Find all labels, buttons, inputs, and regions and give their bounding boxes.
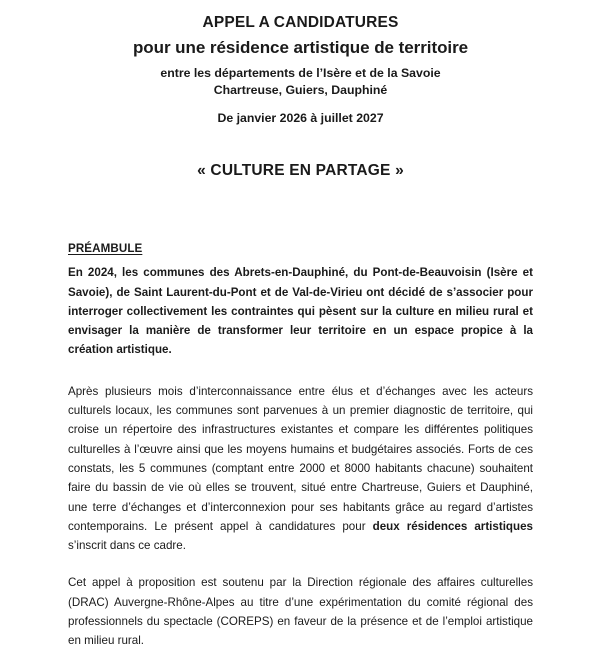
preamble-paragraph-1: En 2024, les communes des Abrets-en-Dauphiné, du Pont-de-Beauvoisin (Isère et Savoie), de Saint Laurent-du-Pont et de Val-de-Virieu ont décidé de s’associer pour interroger collectivement les contraintes qui pèsent sur la culture en milieu rural et envisager la manière de transformer leur territoire en un espace propice à la création artistique. bbox=[68, 266, 533, 357]
section-heading-preambule: PRÉAMBULE bbox=[68, 242, 143, 256]
paragraph-2-text-after-emphasis: s’inscrit dans ce cadre. bbox=[68, 539, 186, 553]
paragraph-2-emphasis: deux résidences artistiques bbox=[372, 519, 533, 533]
header-departments-line: entre les départements de l’Isère et de la Savoie bbox=[160, 65, 441, 80]
programme-name-title: « CULTURE EN PARTAGE » bbox=[197, 162, 404, 180]
page-subtitle: pour une résidence artistique de territoire bbox=[132, 38, 469, 58]
preamble-paragraph-2 bbox=[68, 382, 533, 556]
page-title: APPEL A CANDIDATURES bbox=[202, 14, 399, 31]
paragraph-2-text-before-emphasis: Après plusieurs mois d’interconnaissance entre élus et d’échanges avec les acteurs culturels locaux, les communes sont parvenues à un premier diagnostic de territoire, qui croise un répertoire des infrastructures existantes et compare les différentes politiques culturelles à l’œuvre ainsi que les moyens humains et budgétaires associés. Forts de ces constats, les 5 communes (comptant entre 2000 et 8000 habitants chacune) souhaitent faire du bassin de vie où elles se trouvent, situé entre Chartreuse, Guiers et Dauphiné, une terre d’échanges et d’interconnexion pour ses habitants grâce au regard d’artistes contemporains. Le présent appel à candidatures pour bbox=[68, 384, 533, 533]
document-content-column bbox=[68, 0, 533, 651]
preamble-section bbox=[68, 239, 533, 650]
document-body bbox=[68, 239, 533, 650]
header-date-range: De janvier 2026 à juillet 2027 bbox=[217, 111, 384, 126]
header-territories-line: Chartreuse, Guiers, Dauphiné bbox=[213, 83, 388, 98]
document-header bbox=[68, 0, 533, 181]
preamble-paragraph-3: Cet appel à proposition est soutenu par la Direction régionale des affaires culturelles (DRAC) Auvergne-Rhône-Alpes au titre d’une expérimentation du comité régional des professionnels du spectacle (COREPS) en faveur de la présence et de l’emploi artistique en milieu rural. bbox=[68, 576, 533, 648]
